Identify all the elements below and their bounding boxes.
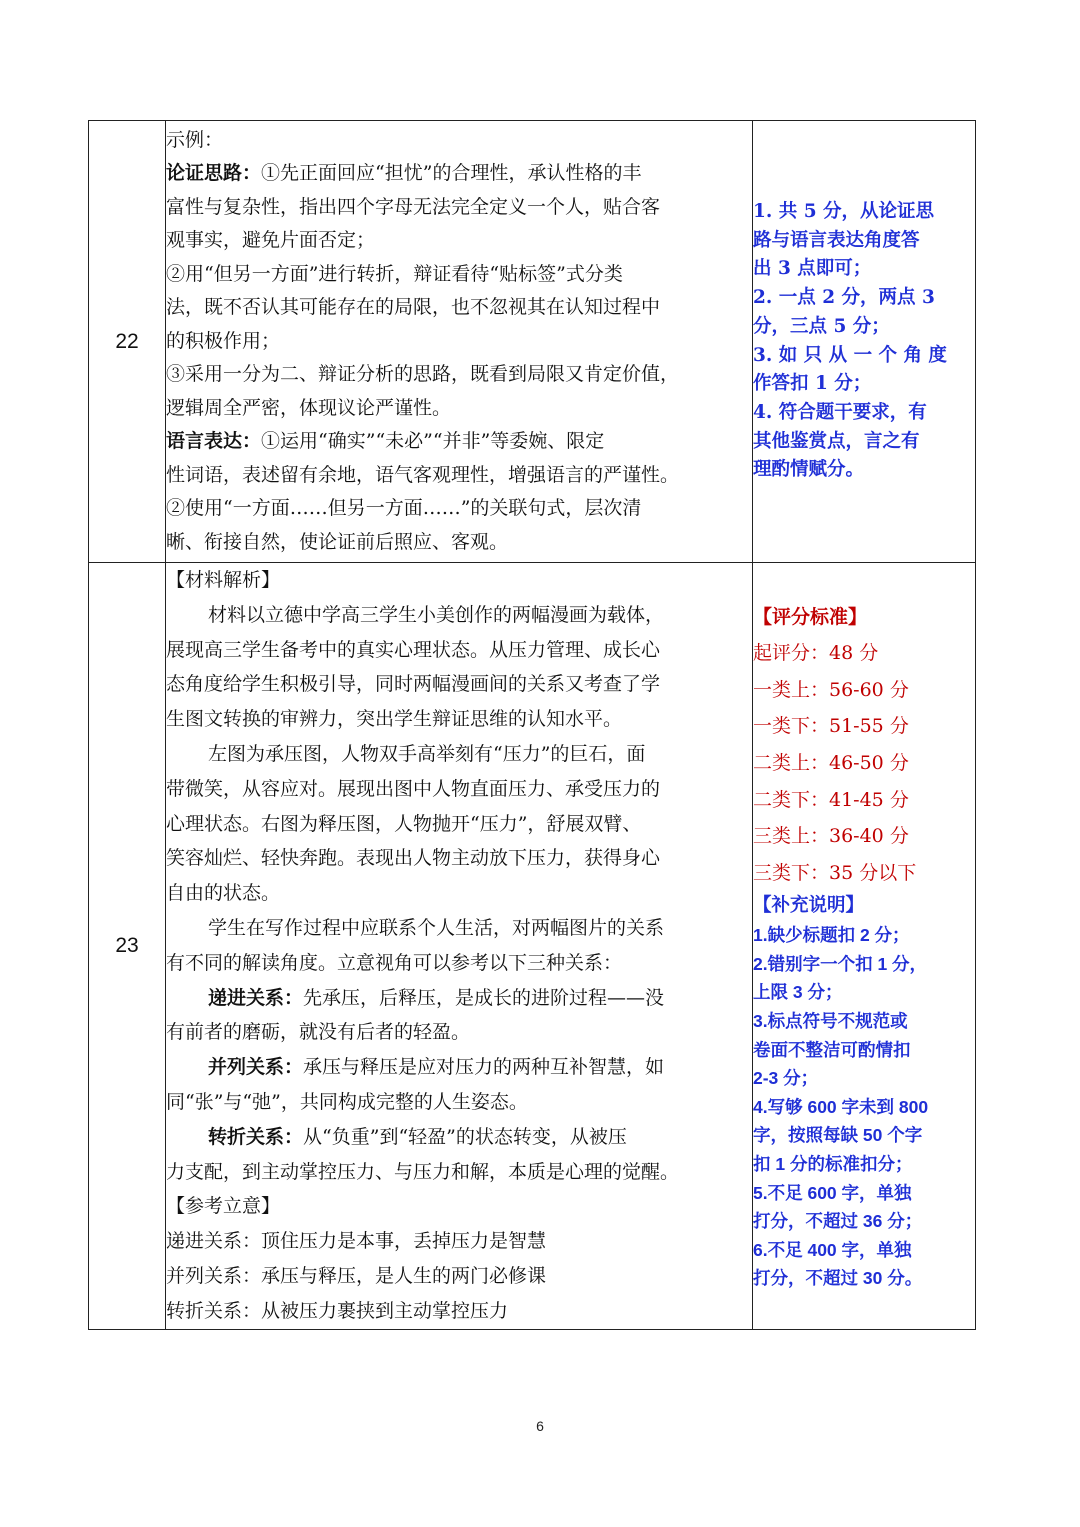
scoring-line: 4. 符合题干要求，有 [753, 401, 927, 423]
content-line: 左图为承压图，人物双手高举刻有“压力”的巨石，面 [208, 742, 646, 765]
scoring-heading: 【评分标准】 [753, 605, 868, 628]
content-line: 态角度给学生积极引导，同时两幅漫画间的关系又考查了学 [166, 673, 661, 696]
content-line: 并列关系：承压与释压是应对压力的两种互补智慧，如 [208, 1056, 665, 1079]
content-line: 论证思路：①先正面回应“担忧”的合理性，承认性格的丰 [166, 162, 642, 185]
content-line: ②用“但另一方面”进行转折，辩证看待“贴标签”式分类 [166, 262, 623, 285]
scoring-criteria [753, 563, 976, 1330]
note-line: 打分，不超过 30 分。 [753, 1268, 923, 1289]
content-line: 示例： [166, 128, 224, 151]
note-line: 卷面不整洁可酌情扣 [753, 1039, 911, 1060]
page-number: 6 [536, 1418, 544, 1434]
content-line: 展现高三学生备考中的真实心理状态。从压力管理、成长心 [166, 638, 661, 661]
note-line: 上限 3 分； [753, 982, 843, 1003]
notes-heading: 【补充说明】 [753, 895, 865, 917]
content-line: 观事实，避免片面否定； [166, 229, 376, 252]
score-level: 一类上：56-60 分 [753, 678, 909, 701]
scoring-line: 1. 共 5 分，从论证思 [753, 200, 935, 222]
score-level: 一类下：51-55 分 [753, 715, 909, 738]
content-line: 递进关系：顶住压力是本事，丢掉压力是智慧 [166, 1230, 547, 1253]
scoring-line: 3. 如 只 从 一 个 角 度 [753, 344, 947, 366]
content-line: 心理状态。右图为释压图，人物抛开“压力”，舒展双臂、 [166, 812, 642, 835]
answer-content [166, 563, 753, 1330]
content-line: 晰、衔接自然，使论证前后照应、客观。 [166, 530, 509, 553]
scoring-line: 作答扣 1 分； [753, 373, 872, 395]
content-line: 带微笑，从容应对。展现出图中人物直面压力、承受压力的 [166, 777, 661, 800]
content-line: 的积极作用； [166, 329, 281, 352]
content-line: 自由的状态。 [166, 882, 281, 905]
content-line: 转折关系：从“负重”到“轻盈”的状态转变，从被压 [208, 1125, 627, 1148]
content-line: 有不同的解读角度。立意视角可以参考以下三种关系： [166, 951, 623, 974]
table-row-23 [89, 563, 976, 1330]
score-level: 起评分：48 分 [753, 642, 879, 665]
content-line: 富性与复杂性，指出四个字母无法完全定义一个人，贴合客 [166, 195, 661, 218]
content-line: 递进关系：先承压，后释压，是成长的进阶过程——没 [208, 986, 665, 1009]
scoring-line: 2. 一点 2 分，两点 3 [753, 287, 935, 309]
content-line: 并列关系：承压与释压，是人生的两门必修课 [166, 1264, 547, 1287]
table-row-22 [89, 121, 976, 563]
note-line: 3.标点符号不规范或 [753, 1011, 908, 1032]
note-line: 1.缺少标题扣 2 分； [753, 925, 910, 946]
scoring-line: 理酌情赋分。 [753, 459, 865, 481]
content-line: ②使用“一方面……但另一方面……”的关联句式，层次清 [166, 497, 642, 520]
score-level: 三类上：36-40 分 [753, 825, 909, 848]
content-line: 性词语，表述留有余地，语气客观理性，增强语言的严谨性。 [166, 463, 680, 486]
note-line: 5.不足 600 字，单独 [753, 1182, 912, 1203]
content-line: 有前者的磨砺，就没有后者的轻盈。 [166, 1021, 471, 1044]
question-number: 22 [89, 121, 166, 563]
content-line: 转折关系：从被压力裹挟到主动掌控压力 [166, 1299, 509, 1322]
content-line: 生图文转换的审辨力，突出学生辩证思维的认知水平。 [166, 708, 623, 731]
content-line: 逻辑周全严密，体现议论严谨性。 [166, 396, 452, 419]
content-line: ③采用一分为二、辩证分析的思路，既看到局限又肯定价值， [166, 363, 680, 386]
answer-content [166, 121, 753, 563]
content-line: 法，既不否认其可能存在的局限，也不忽视其在认知过程中 [166, 296, 661, 319]
scoring-line: 路与语言表达角度答 [753, 229, 920, 251]
content-line: 材料以立德中学高三学生小美创作的两幅漫画为载体， [208, 603, 665, 626]
scoring-line: 出 3 点即可； [753, 258, 872, 280]
note-line: 2.错别字一个扣 1 分， [753, 953, 928, 974]
scoring-criteria [753, 121, 976, 563]
content-line: 【参考立意】 [166, 1195, 281, 1218]
note-line: 扣 1 分的标准扣分； [753, 1154, 913, 1175]
answer-table [88, 120, 976, 1330]
note-line: 2-3 分； [753, 1068, 819, 1089]
scoring-line: 其他鉴赏点，言之有 [753, 430, 920, 452]
score-level: 三类下：35 分以下 [753, 861, 917, 884]
scoring-line: 分，三点 5 分； [753, 315, 890, 337]
question-number: 23 [89, 563, 166, 1330]
content-line: 【材料解析】 [166, 569, 281, 591]
content-line: 学生在写作过程中应联系个人生活，对两幅图片的关系 [208, 916, 665, 939]
score-level: 二类下：41-45 分 [753, 788, 909, 811]
content-line: 力支配，到主动掌控压力、与压力和解，本质是心理的觉醒。 [166, 1160, 680, 1183]
note-line: 4.写够 600 字未到 800 [753, 1096, 929, 1117]
content-line: 同“张”与“弛”，共同构成完整的人生姿态。 [166, 1090, 528, 1113]
content-line: 语言表达：①运用“确实”“未必”“并非”等委婉、限定 [166, 430, 605, 453]
note-line: 字，按照每缺 50 个字 [753, 1125, 923, 1146]
note-line: 6.不足 400 字，单独 [753, 1239, 912, 1260]
score-level: 二类上：46-50 分 [753, 751, 909, 774]
content-line: 笑容灿烂、轻快奔跑。表现出人物主动放下压力，获得身心 [166, 847, 661, 870]
note-line: 打分，不超过 36 分； [753, 1211, 923, 1232]
